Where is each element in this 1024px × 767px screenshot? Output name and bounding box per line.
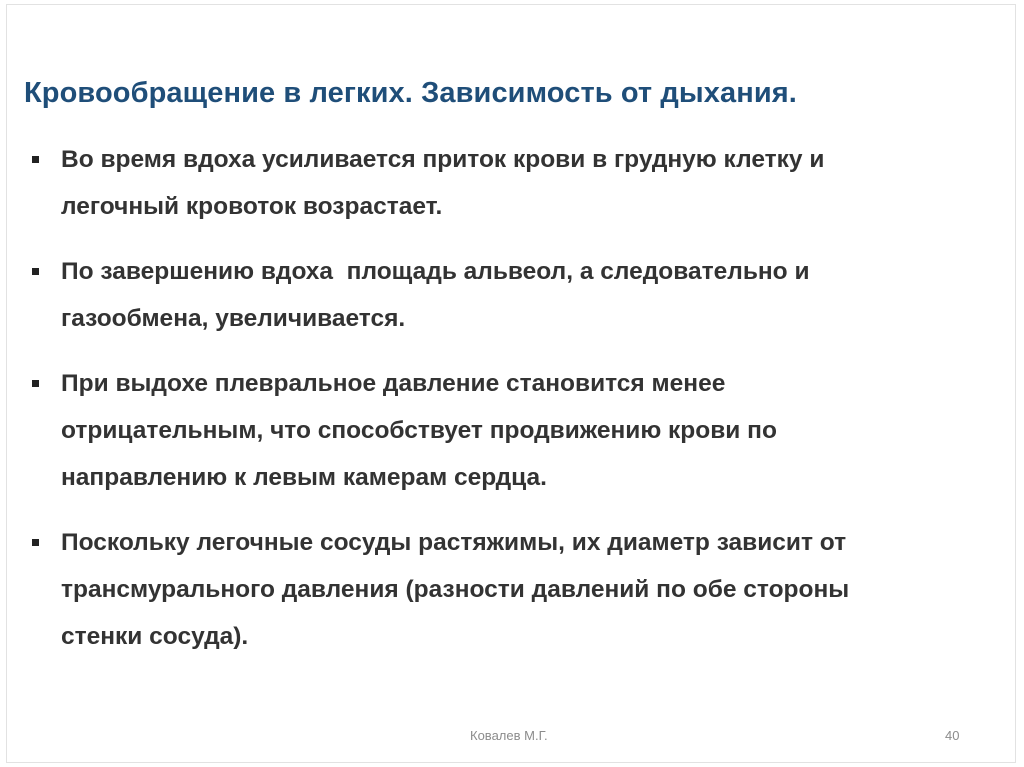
bullet-item — [30, 136, 990, 230]
slide-title: Кровообращение в легких. Зависимость от дыхания. — [24, 77, 797, 109]
bullet-line: При выдохе плевральное давление становится менее — [61, 370, 726, 397]
bullet-line: По завершению вдоха площадь альвеол, а следовательно и — [61, 258, 810, 285]
square-bullet-icon — [32, 268, 39, 275]
page-number: 40 — [945, 728, 960, 743]
square-bullet-icon — [32, 380, 39, 387]
bullet-line: трансмурального давления (разности давлений по обе стороны — [61, 576, 850, 603]
bullet-line: направлению к левым камерам сердца. — [61, 464, 547, 491]
bullet-item — [30, 248, 990, 342]
bullet-line: отрицательным, что способствует продвижению крови по — [61, 417, 777, 444]
bullet-line: стенки сосуда). — [61, 623, 249, 650]
square-bullet-icon — [32, 156, 39, 163]
footer-author: Ковалев М.Г. — [470, 728, 548, 743]
bullet-item — [30, 360, 990, 501]
square-bullet-icon — [32, 539, 39, 546]
bullet-item — [30, 519, 990, 660]
bullet-line: легочный кровоток возрастает. — [61, 193, 443, 220]
bullet-line: Поскольку легочные сосуды растяжимы, их диаметр зависит от — [61, 529, 847, 556]
bullet-line: газообмена, увеличивается. — [61, 305, 406, 332]
bullet-list — [30, 136, 990, 678]
bullet-line: Во время вдоха усиливается приток крови в грудную клетку и — [61, 146, 825, 173]
